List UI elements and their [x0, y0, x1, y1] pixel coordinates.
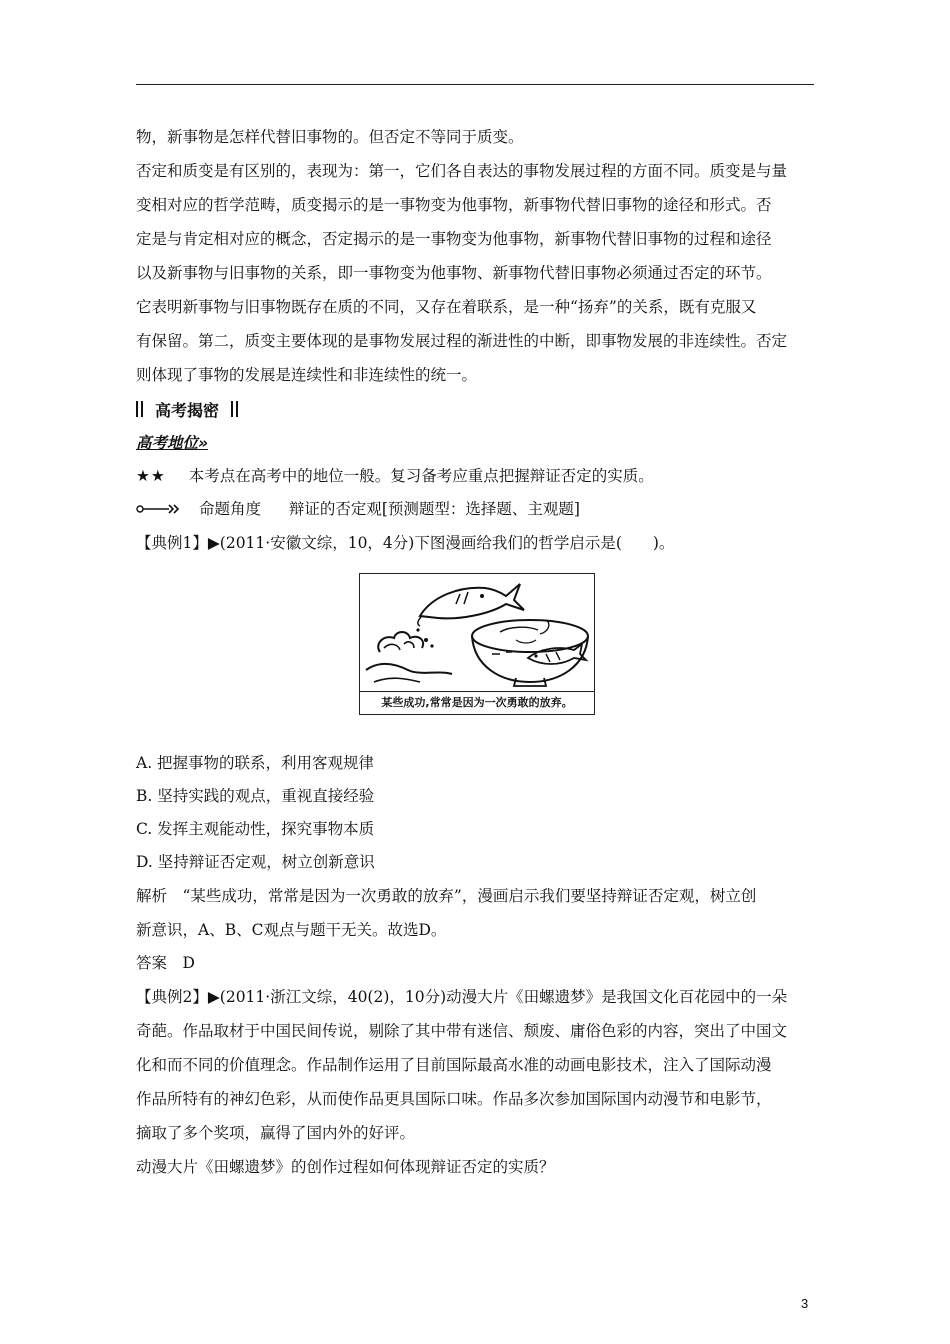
- cartoon-drawing: [360, 574, 593, 692]
- option-a: A. 把握事物的联系，利用客观规律: [136, 753, 375, 772]
- header-rule: [136, 84, 814, 85]
- text-line: 解析 “某些成功，常常是因为一次勇敢的放弃”，漫画启示我们要坚持辩证否定观，树立创: [136, 886, 757, 905]
- main-content: [136, 120, 814, 1184]
- star-rating: ★★: [136, 467, 166, 485]
- text-line: 定是与肯定相对应的概念，否定揭示的是一事物变为他事物，新事物代替旧事物的过程和途径: [136, 230, 772, 248]
- text-line: 动漫大片《田螺遗梦》的创作过程如何体现辩证否定的实质？: [136, 1157, 555, 1176]
- text-line: 新意识，A、B、C观点与题干无关。故选D。: [136, 920, 447, 939]
- text-line: 它表明新事物与旧事物既存在质的不同，又存在着联系，是一种“扬弃”的关系，既有克服又: [136, 298, 757, 316]
- answer-line: 答案 D: [136, 953, 195, 972]
- banner-title: 高考揭密: [155, 400, 220, 420]
- text-line: 摘取了多个奖项，赢得了国内外的好评。: [136, 1123, 416, 1142]
- arrow-bullet-icon: [136, 494, 180, 527]
- intro-paragraph: [136, 120, 814, 392]
- text-line: 奇葩。作品取材于中国民间传说，剔除了其中带有迷信、颓废、庸俗色彩的内容，突出了中国文: [136, 1021, 788, 1040]
- text-line: 化和而不同的价值理念。作品制作运用了目前国际最高水准的动画电影技术，注入了国际动漫: [136, 1055, 772, 1074]
- text-line: 以及新事物与旧事物的关系，即一事物变为他事物、新事物代替旧事物必须通过否定的环节。: [136, 264, 772, 282]
- option-d: D. 坚持辩证否定观，树立创新意识: [136, 852, 375, 871]
- page-number: 3: [801, 1296, 809, 1311]
- example2-paragraph: [136, 980, 814, 1184]
- text-line: 【典例2】▶(2011·浙江文综，40(2)，10分)动漫大片《田螺遗梦》是我国文化百花园中的一朵: [136, 987, 788, 1006]
- proposition-angle-label: 命题角度: [198, 500, 261, 518]
- text-line: 否定和质变是有区别的，表现为：第一，它们各自表达的事物发展过程的方面不同。质变是与量: [136, 162, 788, 180]
- text-line: 则体现了事物的发展是连续性和非连续性的统一。: [136, 366, 478, 384]
- exam-status-heading: 高考地位»: [136, 434, 209, 452]
- exam-status-text: 本考点在高考中的地位一般。复习备考应重点把握辩证否定的实质。: [188, 467, 654, 485]
- option-c: C. 发挥主观能动性，探究事物本质: [136, 819, 375, 838]
- section-banner: [136, 392, 814, 426]
- proposition-angle-text: 辩证的否定观[预测题型：选择题、主观题]: [288, 500, 580, 518]
- text-line: 变相对应的哲学范畴，质变揭示的是一事物变为他事物，新事物代替旧事物的途径和形式。否: [136, 196, 772, 214]
- text-line: 作品所特有的神幻色彩，从而使作品更具国际口味。作品多次参加国际国内动漫节和电影节，: [136, 1089, 772, 1108]
- banner-bar-icon: [136, 401, 143, 417]
- exam-status-row: [136, 460, 814, 493]
- option-b: B. 坚持实践的观点，重视直接经验: [136, 786, 375, 805]
- analysis-paragraph: [136, 879, 814, 947]
- text-line: 有保留。第二，质变主要体现的是事物发展过程的渐进性的中断，即事物发展的非连续性。否定: [136, 332, 788, 350]
- proposition-angle-row: [136, 493, 814, 527]
- banner-bar-icon: [231, 401, 238, 417]
- example1-heading: 【典例1】▶(2011·安徽文综，10，4分)下图漫画给我们的哲学启示是( )。: [136, 533, 675, 552]
- cartoon-figure: [359, 573, 595, 715]
- text-line: 物，新事物是怎样代替旧事物的。但否定不等同于质变。: [136, 128, 524, 146]
- cartoon-caption: 某些成功,常常是因为一次勇敢的放弃。: [360, 691, 594, 714]
